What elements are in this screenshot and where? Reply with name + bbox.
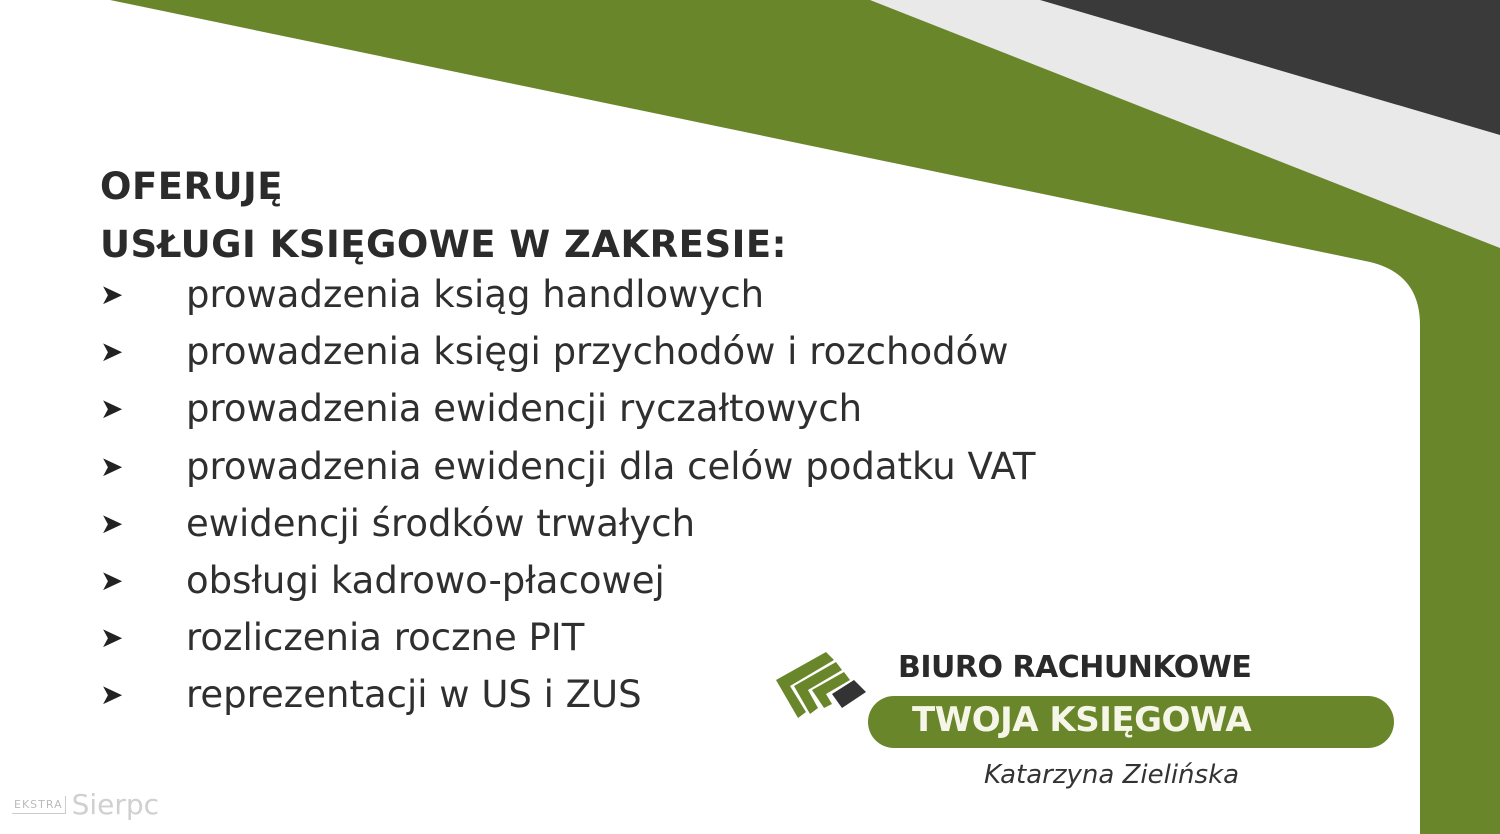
heading bbox=[100, 158, 787, 274]
service-text: prowadzenia księgi przychodów i rozchodów bbox=[186, 330, 1009, 374]
watermark bbox=[12, 788, 159, 821]
service-text: prowadzenia ewidencji ryczałtowych bbox=[186, 387, 863, 431]
list-item bbox=[100, 380, 1035, 437]
list-item bbox=[100, 438, 1035, 495]
owner-name: Katarzyna Zielińska bbox=[984, 760, 1240, 790]
list-item bbox=[100, 552, 1035, 609]
list-item bbox=[100, 266, 1035, 323]
list-item bbox=[100, 495, 1035, 552]
service-text: prowadzenia ewidencji dla celów podatku VAT bbox=[186, 444, 1036, 488]
watermark-city: Sierpc bbox=[71, 788, 160, 821]
chevron-right-icon: ➤ bbox=[100, 392, 124, 426]
chevron-right-icon: ➤ bbox=[100, 278, 124, 312]
chevron-right-icon: ➤ bbox=[100, 678, 124, 712]
brand-line-2: TWOJA KSIĘGOWA bbox=[912, 700, 1252, 740]
heading-line-2: USŁUGI KSIĘGOWE W ZAKRESIE: bbox=[100, 223, 787, 266]
list-item bbox=[100, 609, 1035, 666]
service-text: ewidencji środków trwałych bbox=[186, 501, 696, 545]
chevron-right-icon: ➤ bbox=[100, 335, 124, 369]
service-text: prowadzenia ksiąg handlowych bbox=[186, 273, 765, 317]
service-text: rozliczenia roczne PIT bbox=[186, 616, 585, 660]
chevron-right-icon: ➤ bbox=[100, 621, 124, 655]
chevron-right-icon: ➤ bbox=[100, 506, 124, 540]
heading-line-1: OFERUJĘ bbox=[100, 165, 284, 208]
chevron-right-icon: ➤ bbox=[100, 564, 124, 598]
service-text: obsługi kadrowo-płacowej bbox=[186, 559, 665, 603]
watermark-box: EKSTRA bbox=[12, 796, 66, 814]
brand-line-1: BIURO RACHUNKOWE bbox=[898, 650, 1252, 685]
services-list bbox=[100, 266, 1035, 724]
logo-icon bbox=[776, 650, 868, 720]
list-item bbox=[100, 323, 1035, 380]
chevron-right-icon: ➤ bbox=[100, 449, 124, 483]
service-text: reprezentacji w US i ZUS bbox=[186, 673, 642, 717]
